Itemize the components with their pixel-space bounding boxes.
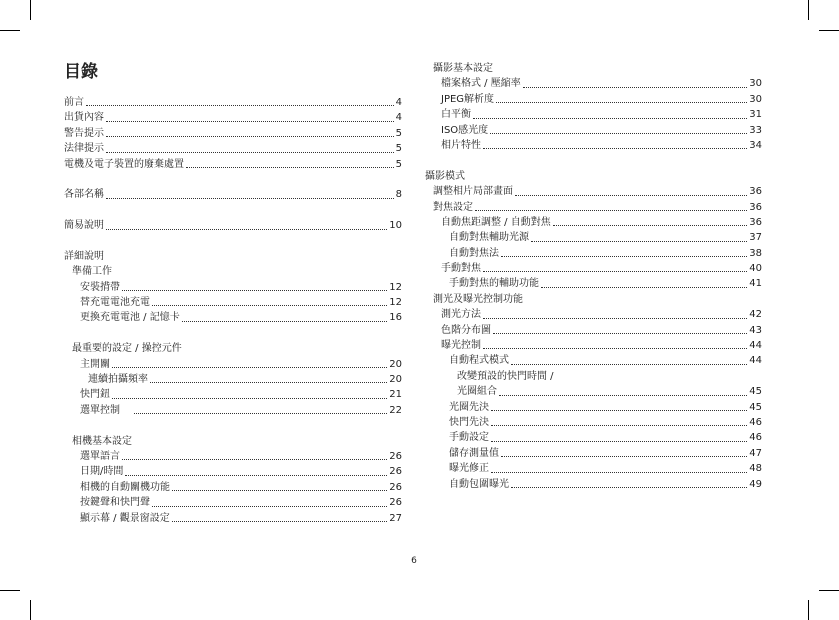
toc-entry[interactable]: 自動焦距調整 / 自動對焦 36 (441, 216, 762, 228)
toc-entry[interactable]: JPEG解析度 30 (441, 93, 762, 105)
toc-heading: 相機基本設定 (72, 435, 132, 447)
toc-entry[interactable]: 自動程式模式 44 (449, 355, 762, 367)
crop-mark (808, 0, 809, 20)
toc-entry[interactable]: 檔案格式 / 壓縮率 30 (441, 78, 762, 90)
page-number: 6 (411, 556, 417, 566)
crop-mark (0, 590, 20, 591)
crop-mark (30, 0, 31, 20)
crop-mark (0, 30, 20, 31)
toc-entry-quick[interactable]: 簡易說明 10 (64, 220, 402, 232)
toc-entry[interactable]: 日期/時間 26 (80, 466, 402, 478)
toc-entry[interactable]: 更換充電電池 / 記憶卡 16 (80, 312, 402, 324)
toc-left-column (64, 61, 402, 526)
toc-entry[interactable]: 曝光修正 48 (449, 463, 762, 475)
toc-entry[interactable]: 顯示幕 / 觀景窗設定 27 (80, 512, 402, 524)
toc-heading: 最重要的設定 / 操控元件 (72, 343, 182, 355)
toc-entry[interactable]: 自動包圍曝光 49 (449, 478, 762, 490)
crop-mark (30, 600, 31, 620)
toc-entry[interactable]: 替充電電池充電 12 (80, 297, 402, 309)
toc-entry[interactable]: 手動對焦的輔助功能 41 (449, 278, 762, 290)
toc-entry[interactable]: 前言 4 (64, 97, 402, 108)
toc-entry[interactable]: 白平衡 31 (441, 109, 762, 121)
toc-entry[interactable]: 光圈組合 45 (457, 386, 762, 398)
toc-entry[interactable]: 儲存測量值 47 (449, 447, 762, 459)
toc-entry[interactable]: 選單控制 22 (80, 404, 402, 416)
toc-heading: 攝影模式 (425, 170, 465, 182)
toc-title: 目錄 (64, 62, 98, 82)
toc-entry[interactable]: 自動對焦輔助光源 37 (449, 232, 762, 244)
toc-entry[interactable]: 曝光控制 44 (441, 340, 762, 352)
toc-entry[interactable]: 手動對焦 40 (441, 263, 762, 275)
toc-entry-parts[interactable]: 各部名稱 8 (64, 189, 402, 201)
toc-heading: 測光及曝光控制功能 (433, 293, 523, 305)
toc-entry-line: 改變預設的快門時間 / (457, 370, 554, 382)
toc-entry[interactable]: 選單語言 26 (80, 450, 402, 462)
toc-entry[interactable]: 光圈先決 45 (449, 401, 762, 413)
toc-entry[interactable]: 主開關 20 (80, 358, 402, 370)
toc-entry[interactable]: 自動對焦法 38 (449, 247, 762, 259)
toc-heading: 詳細說明 (64, 250, 104, 262)
crop-mark (819, 30, 839, 31)
crop-mark (808, 600, 809, 620)
toc-entry[interactable]: 手動設定 46 (449, 432, 762, 444)
crop-mark (819, 590, 839, 591)
toc-entry[interactable]: 相機的自動關機功能 26 (80, 481, 402, 493)
toc-entry[interactable]: 電機及電子裝置的廢棄處置 5 (64, 158, 402, 170)
toc-entry[interactable]: 調整相片局部畫面 36 (433, 186, 762, 198)
toc-entry[interactable]: ISO感光度 33 (441, 124, 762, 136)
toc-entry[interactable]: 安裝揹帶 12 (80, 281, 402, 293)
toc-right-column (425, 61, 762, 492)
toc-entry[interactable]: 相片特性 34 (441, 139, 762, 151)
toc-entry[interactable]: 快門鈕 21 (80, 389, 402, 401)
toc-entry[interactable]: 連續拍攝頻率 20 (88, 374, 402, 386)
toc-entry[interactable]: 色階分布圖 43 (441, 324, 762, 336)
toc-entry[interactable]: 測光方法 42 (441, 309, 762, 321)
toc-entry[interactable]: 出貨內容 4 (64, 112, 402, 124)
toc-heading: 準備工作 (72, 266, 112, 278)
toc-entry[interactable]: 對焦設定 36 (433, 201, 762, 213)
toc-entry[interactable]: 按鍵聲和快門聲 26 (80, 497, 402, 509)
toc-heading: 攝影基本設定 (433, 63, 493, 74)
toc-entry[interactable]: 法律提示 5 (64, 143, 402, 155)
toc-entry[interactable]: 快門先決 46 (449, 416, 762, 428)
toc-entry[interactable]: 警告提示 5 (64, 127, 402, 139)
